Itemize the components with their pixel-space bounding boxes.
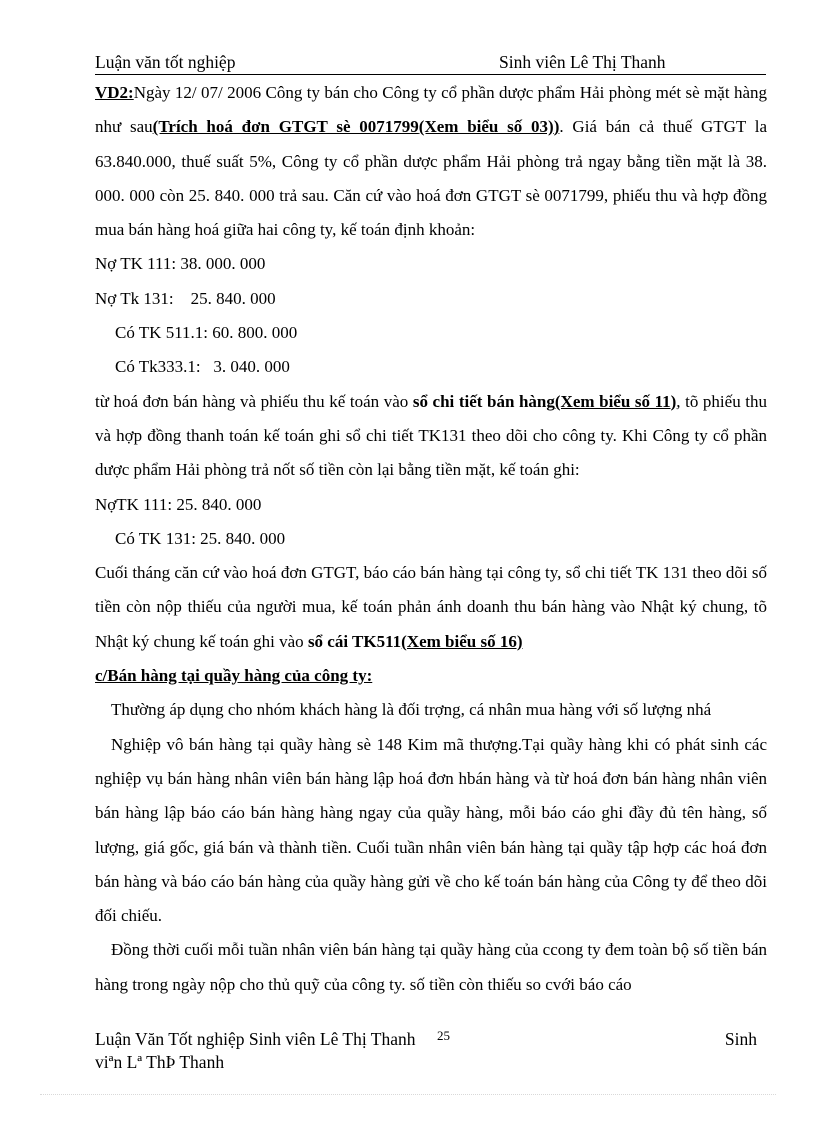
section-heading-c: c/Bán hàng tại quầy hàng của công ty: [95,666,373,686]
vd2-label: VD2: [95,83,134,102]
header-right: Sinh viên Lê Thị Thanh [499,52,666,72]
p2-text2: , tõ phiếu thu và hợp đồng thanh toán kế toán ghi sổ chi tiết TK131 theo dõi cho công ty. Khi Công ty cổ phần dược phẩm Hải phòng trả nốt số tiền còn lại bằng tiền mặt, kế toán ghi: [95,391,767,480]
bottom-divider [40,1094,776,1095]
paragraph-4: Thường áp dụng cho nhóm khách hàng là đối trợng, cá nhân mua hàng với số lượng nhá [111,700,712,720]
vd2-text1: Ngày 12/ 07/ 2006 Công ty bán cho Công ty cổ phần dược phẩm Hải phòng mét sè mặt hàng như sau [95,83,767,137]
p2-bold: sổ chi tiết bán hàng [412,391,555,411]
entry-credit-511: Có TK 511.1: 60. 800. 000 [115,323,298,343]
footer-left: Luận Văn Tốt nghiệp Sinh viên Lê Thị Thanh [95,1029,416,1049]
vd2-ref-link: (Xem biểu số 03) [418,117,554,137]
paragraph-vd2 [95,76,767,247]
paragraph-6: Đồng thời cuối mỗi tuần nhân viên bán hàng tại quầy hàng của ccong ty đem toàn bộ số tiền bán hàng trong ngày nộp cho thủ quỹ của công ty. số tiền còn thiếu so cvới báo cáo [95,940,767,994]
entry-debit-111-b: NợTK 111: 25. 840. 000 [95,494,262,514]
page-number: 25 [437,1028,450,1043]
vd2-ref [153,117,560,136]
page-header [95,52,766,75]
p2-text1: từ hoá đơn bán hàng và phiếu thu kế toán vào [95,391,413,411]
paragraph-3 [95,556,767,659]
document-body [95,76,767,1002]
vd2-text2: . Giá bán cả thuế GTGT la 63.840.000, thuế suất 5%, Công ty cổ phần dược phẩm Hải phòng trả ngay bằng tiền mặt là 38. 000. 000 còn 25. 840. 000 trả sau. Căn cứ vào hoá đơn GTGT sè 0071799, phiếu thu và hợp đồng mua bán hàng hoá giữa hai công ty, kế toán định khoản: [95,117,768,240]
p2-link: (Xem biểu số 11) [554,391,677,411]
footer-right: Sinh [724,1029,757,1049]
p3-bold: sổ cái TK511 [307,631,402,651]
footer-line2: viªn Lª ThÞ Thanh [95,1052,225,1072]
paragraph-2 [95,385,767,488]
vd2-ref-close: ) [553,117,560,137]
p3-link: (Xem biểu số 16) [401,631,523,651]
vd2-ref-text: (Trích hoá đơn GTGT sè 0071799 [152,117,419,137]
header-left: Luận văn tốt nghiệp [95,52,236,72]
p3-text1: Cuối tháng căn cứ vào hoá đơn GTGT, báo cáo bán hàng tại công ty, sổ chi tiết TK 131 theo dõi số tiền còn nộp thiếu của người mua, kế toán phản ánh doanh thu bán hàng vào Nhật ký chung, tõ Nhật ký chung kế toán ghi vào [95,563,767,651]
entry-debit-111: Nợ TK 111: 38. 000. 000 [95,254,266,274]
entry-credit-131: Có TK 131: 25. 840. 000 [115,528,286,548]
entry-credit-333: Có Tk333.1: 3. 040. 000 [115,357,290,377]
entry-debit-131: Nợ Tk 131: 25. 840. 000 [95,288,276,308]
paragraph-5: Nghiệp vô bán hàng tại quầy hàng sè 148 Kim mã thượng.Tại quầy hàng khi có phát sinh các nghiệp vụ bán hàng nhân viên bán hàng lập hoá đơn hbán hàng và từ hoá đơn bán hàng nhân viên bán hàng lập báo cáo bán hàng hàng ngay của quầy hàng, mỗi báo cáo ghi đầy đủ tên hàng, số lượng, giá gốc, giá bán và thành tiền. Cuối tuần nhân viên bán hàng tại quầy tập hợp các hoá đơn bán hàng và báo cáo bán hàng của quầy hàng gửi về cho kế toán bán hàng của Công ty để theo dõi đối chiếu. [95,734,767,926]
page-footer [95,1028,767,1074]
